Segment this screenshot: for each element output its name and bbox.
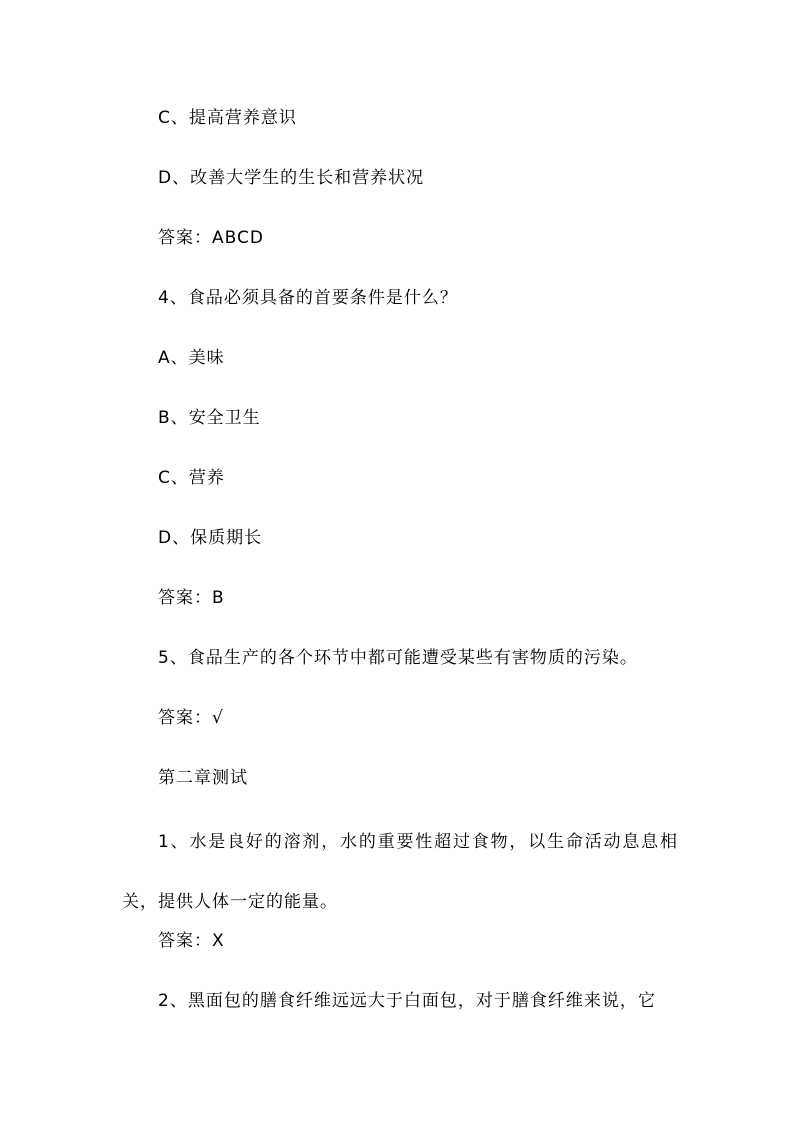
answer-line: 答案：ABCD (158, 228, 264, 248)
answer-line: 答案：X (158, 931, 225, 951)
option-b-line: B、安全卫生 (158, 408, 261, 428)
chapter-heading: 第二章测试 (158, 768, 248, 788)
option-a-line: A、美味 (158, 348, 225, 368)
question-2-partial: 2、黑面包的膳食纤维远远大于白面包，对于膳食纤维来说，它 (158, 991, 656, 1011)
option-c-line: C、提高营养意识 (158, 108, 297, 128)
answer-line: 答案：√ (158, 708, 224, 728)
option-d-line: D、改善大学生的生长和营养状况 (158, 168, 425, 188)
option-c-line: C、营养 (158, 468, 225, 488)
question-5: 5、食品生产的各个环节中都可能遭受某些有害物质的污染。 (158, 648, 638, 668)
answer-line: 答案：B (158, 588, 225, 608)
question-4: 4、食品必须具备的首要条件是什么？ (158, 288, 458, 308)
question-1-paragraph: 1、水是良好的溶剂，水的重要性超过食物，以生命活动息息相关，提供人体一定的能量。 (122, 832, 678, 912)
option-d-line: D、保质期长 (158, 528, 263, 548)
